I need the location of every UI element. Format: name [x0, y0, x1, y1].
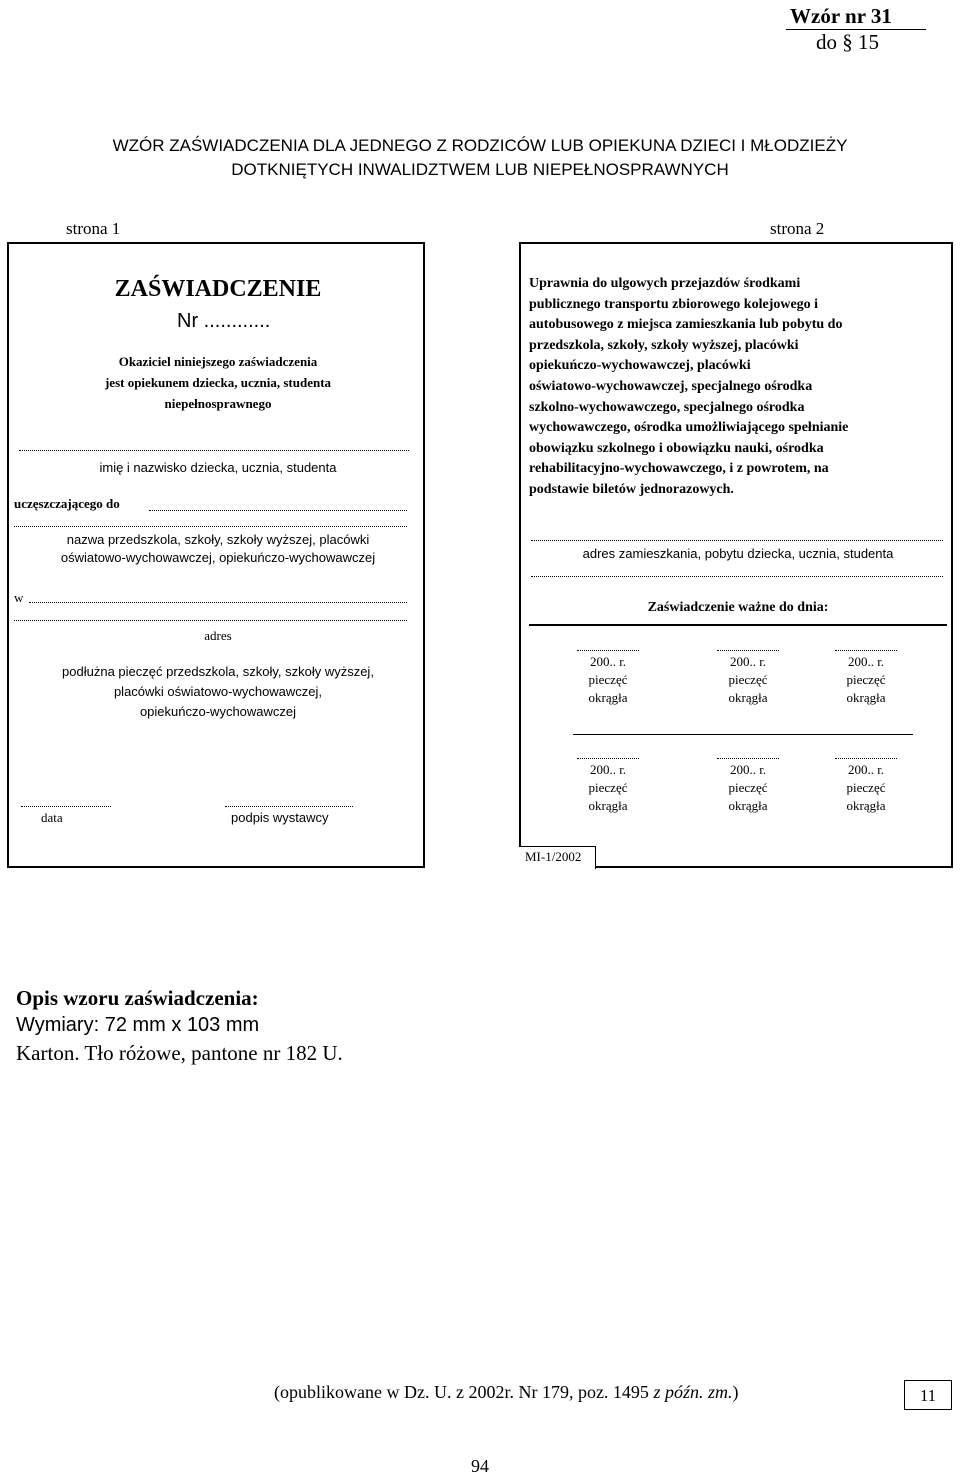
form-code: MI-1/2002	[519, 846, 596, 869]
institution-caption-2: oświatowo-wychowawczej, opiekuńczo-wychowawczej	[60, 550, 376, 565]
date-caption: data	[41, 810, 63, 825]
entitlement-line: publicznego transportu zbiorowego kolejowego i	[529, 296, 819, 312]
name-caption: imię i nazwisko dziecka, ucznia, studenta	[99, 460, 337, 475]
stamp-word-1: pieczęć	[588, 672, 628, 687]
entitlement-line: rehabilitacyjno-wychowawczego, i z powrotem, na	[529, 461, 829, 477]
signature-field[interactable]	[225, 806, 353, 807]
address-field[interactable]	[14, 620, 407, 621]
page-2-label: strona 2	[770, 219, 825, 238]
round-stamp-1[interactable]	[563, 650, 653, 707]
holder-line-2: jest opiekunem dziecka, ucznia, studenta	[104, 375, 332, 390]
stamp-divider	[573, 734, 913, 735]
stamp-word-2: okrągła	[588, 690, 628, 705]
main-title-line-2: DOTKNIĘTYCH INWALIDZTWEM LUB NIEPEŁNOSPRAWNYCH	[231, 160, 729, 179]
holder-line-3: niepełnosprawnego	[164, 396, 272, 411]
entitlement-line: obowiązku szkolnego i obowiązku nauki, ośrodka	[529, 440, 824, 456]
round-stamp-5[interactable]	[703, 758, 793, 815]
stamp-year: 200.. r.	[847, 762, 885, 777]
location-field[interactable]	[29, 602, 407, 603]
address-caption: adres	[204, 628, 232, 643]
institution-caption-1: nazwa przedszkola, szkoły, szkoły wyższej, placówki	[66, 532, 370, 547]
entitlement-line: autobusowego z miejsca zamieszkania lub pobytu do	[529, 317, 843, 333]
stamp-word-1: pieczęć	[846, 672, 886, 687]
certificate-title: ZAŚWIADCZENIE	[114, 276, 322, 302]
stamp-caption-2: placówki oświatowo-wychowawczej,	[113, 684, 323, 699]
description-dimensions: Wymiary: 72 mm x 103 mm	[16, 1014, 260, 1036]
entitlement-line: przedszkola, szkoły, szkoły wyższej, placówki	[529, 337, 799, 353]
residence-field-2[interactable]	[531, 576, 943, 577]
entitlement-line: szkolno-wychowawczego, specjalnego ośrodka	[529, 399, 805, 415]
entitlement-text	[529, 274, 949, 501]
publication-italic: z późn. zm.	[653, 1382, 733, 1402]
entitlement-line: Uprawnia do ulgowych przejazdów środkami	[529, 276, 801, 291]
validity-label: Zaświadczenie ważne do dnia:	[647, 600, 829, 615]
attending-field[interactable]	[149, 510, 407, 511]
stamp-word-1: pieczęć	[728, 672, 768, 687]
stamp-year: 200.. r.	[729, 654, 767, 669]
description-material: Karton. Tło różowe, pantone nr 182 U.	[16, 1041, 343, 1065]
certificate-page-2	[519, 242, 953, 868]
stamp-year: 200.. r.	[589, 654, 627, 669]
publication-suffix: )	[732, 1382, 739, 1402]
residence-caption: adres zamieszkania, pobytu dziecka, ucznia, studenta	[582, 546, 894, 561]
description-heading: Opis wzoru zaświadczenia:	[16, 986, 259, 1010]
page-1-label: strona 1	[66, 219, 121, 238]
stamp-year: 200.. r.	[589, 762, 627, 777]
stamp-year: 200.. r.	[847, 654, 885, 669]
page-number: 94	[471, 1456, 489, 1476]
certificate-number: Nr ............	[177, 310, 271, 332]
publication-prefix: (opublikowane w Dz. U. z 2002r. Nr 179, poz. 1495	[274, 1382, 654, 1402]
entitlement-line: podstawie biletów jednorazowych.	[529, 481, 734, 497]
entitlement-line: opiekuńczo-wychowawczej, placówki	[529, 358, 751, 374]
name-field[interactable]	[19, 450, 409, 451]
certificate-page-1	[7, 242, 425, 868]
validity-rule	[529, 624, 947, 626]
publication-note	[274, 1382, 738, 1403]
stamp-word-2: okrągła	[846, 798, 886, 813]
round-stamp-3[interactable]	[821, 650, 911, 707]
institution-field[interactable]	[14, 526, 407, 527]
main-title-line-1: WZÓR ZAŚWIADCZENIA DLA JEDNEGO Z RODZICÓW LUB OPIEKUNA DZIECI I MŁODZIEŻY	[112, 136, 848, 155]
stamp-word-1: pieczęć	[728, 780, 768, 795]
stamp-word-2: okrągła	[588, 798, 628, 813]
attending-label: uczęszczającego do	[14, 496, 120, 511]
entitlement-line: oświatowo-wychowawczej, specjalnego ośrodka	[529, 378, 813, 394]
round-stamp-6[interactable]	[821, 758, 911, 815]
in-label: w	[14, 590, 24, 605]
stamp-word-2: okrągła	[728, 690, 768, 705]
stamp-caption-1: podłużna pieczęć przedszkola, szkoły, szkoły wyższej,	[62, 664, 374, 679]
signature-caption: podpis wystawcy	[231, 810, 329, 825]
stamp-word-1: pieczęć	[588, 780, 628, 795]
chapter-badge: 11	[904, 1380, 952, 1410]
round-stamp-4[interactable]	[563, 758, 653, 815]
round-stamp-2[interactable]	[703, 650, 793, 707]
stamp-caption-3: opiekuńczo-wychowawczej	[139, 704, 297, 719]
residence-field[interactable]	[531, 540, 943, 541]
stamp-word-2: okrągła	[846, 690, 886, 705]
entitlement-line: wychowawczego, ośrodka umożliwiającego spełnianie	[529, 420, 849, 436]
document-number: Wzór nr 31	[790, 4, 892, 28]
date-field[interactable]	[21, 806, 111, 807]
paragraph-reference: do § 15	[816, 30, 879, 54]
holder-line-1: Okaziciel niniejszego zaświadczenia	[118, 354, 318, 369]
stamp-year: 200.. r.	[729, 762, 767, 777]
stamp-word-2: okrągła	[728, 798, 768, 813]
stamp-word-1: pieczęć	[846, 780, 886, 795]
